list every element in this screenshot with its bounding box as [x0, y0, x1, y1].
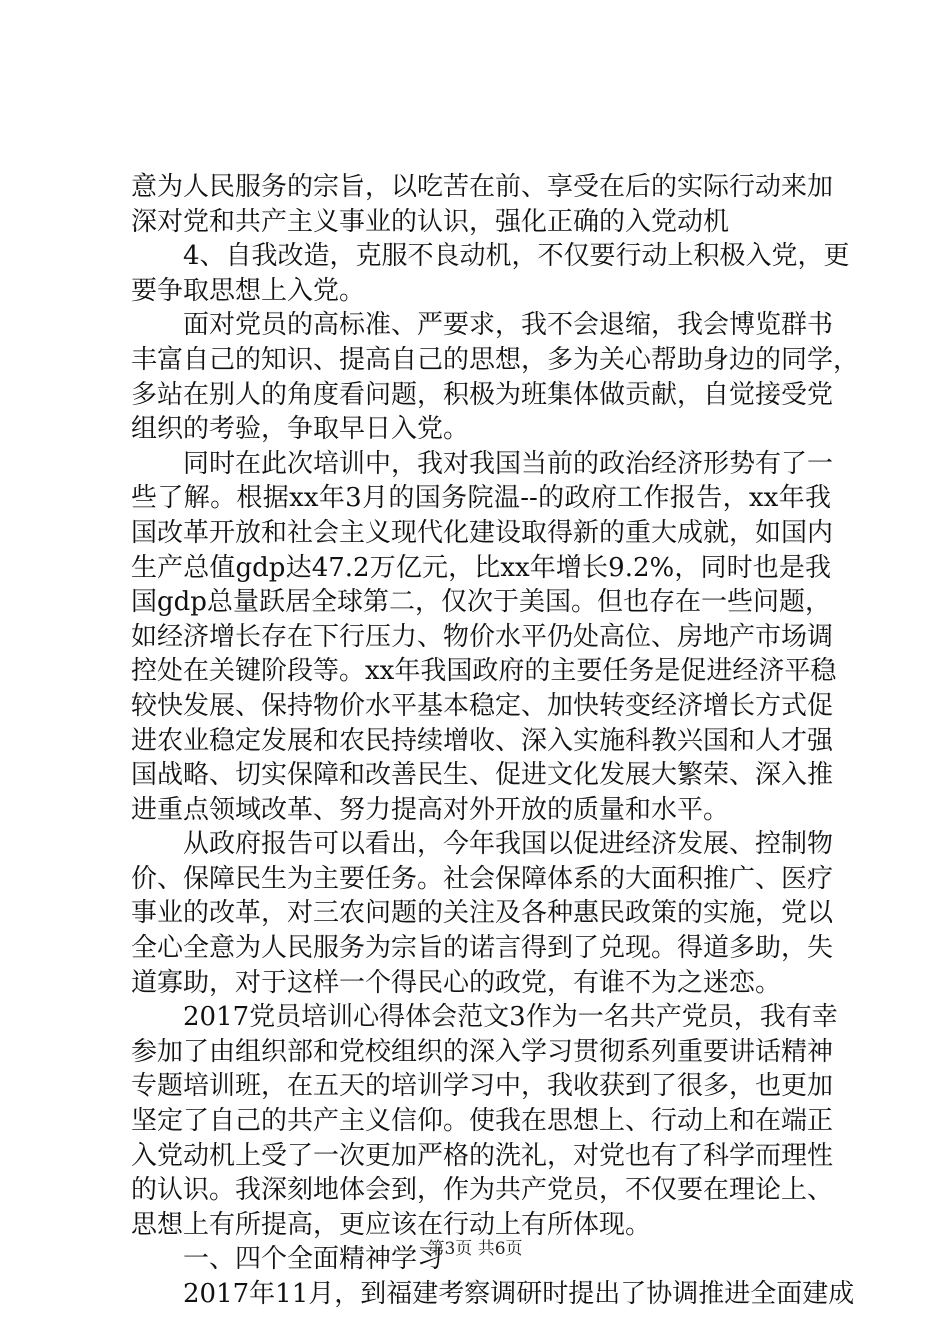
- text-line: 坚定了自己的共产主义信仰。使我在思想上、行动上和在端正: [131, 1106, 834, 1137]
- text-line: 国改革开放和社会主义现代化建设取得新的重大成就，如国内: [131, 517, 834, 548]
- text-line: 思想上有所提高，更应该在行动上有所体现。: [131, 1209, 652, 1240]
- text-line: 深对党和共产主义事业的认识，强化正确的入党动机: [131, 206, 730, 237]
- page-number-footer: 第3页 共6页: [427, 1239, 523, 1259]
- text-line: 多站在别人的角度看问题，积极为班集体做贡献，自觉接受党: [131, 379, 834, 410]
- text-line: 同时在此次培训中，我对我国当前的政治经济形势有了一: [131, 448, 834, 479]
- text-line: 要争取思想上入党。: [131, 275, 366, 306]
- text-line: 价、保障民生为主要任务。社会保障体系的大面积推广、医疗: [131, 863, 834, 894]
- text-line: 组织的考验，争取早日入党。: [131, 414, 470, 445]
- text-line: 专题培训班，在五天的培训学习中，我收获到了很多，也更加: [131, 1071, 834, 1102]
- text-line: 4、自我改造，克服不良动机，不仅要行动上积极入党，更: [131, 241, 850, 272]
- text-line: 国战略、切实保障和改善民生、促进文化发展大繁荣、深入推: [131, 760, 834, 791]
- text-line: 进重点领域改革、努力提高对外开放的质量和水平。: [131, 794, 730, 825]
- text-line: 道寡助，对于这样一个得民心的政党，有谁不为之迷恋。: [131, 967, 782, 998]
- text-line: 入党动机上受了一次更加严格的洗礼，对党也有了科学而理性: [131, 1140, 834, 1171]
- text-line: 丰富自己的知识、提高自己的思想，多为关心帮助身边的同学，: [131, 344, 860, 375]
- text-line: 些了解。根据xx年3月的国务院温--的政府工作报告，xx年我: [131, 483, 831, 514]
- text-line: 意为人民服务的宗旨，以吃苦在前、享受在后的实际行动来加: [131, 172, 834, 202]
- text-line: 进农业稳定发展和农民持续增收、深入实施科教兴国和人才强: [131, 725, 834, 756]
- text-line: 如经济增长存在下行压力、物价水平仍处高位、房地产市场调: [131, 621, 834, 652]
- section-heading: 一、四个全面精神学习: [131, 1244, 444, 1275]
- text-line: 2017年11月，到福建考察调研时提出了协调推进全面建成: [131, 1279, 855, 1309]
- text-line: 生产总值gdp达47.2万亿元，比xx年增长9.2%，同时也是我: [131, 552, 831, 583]
- body-text: [131, 170, 860, 1312]
- text-line: 从政府报告可以看出，今年我国以促进经济发展、控制物: [131, 829, 834, 860]
- text-line: 国gdp总量跃居全球第二，仅次于美国。但也存在一些问题，: [131, 587, 831, 618]
- text-line: 参加了由组织部和党校组织的深入学习贯彻系列重要讲话精神: [131, 1036, 834, 1067]
- text-line: 面对党员的高标准、严要求，我不会退缩，我会博览群书: [131, 310, 834, 341]
- text-line: 较快发展、保持物价水平基本稳定、加快转变经济增长方式促: [131, 690, 834, 721]
- text-line: 2017党员培训心得体会范文3作为一名共产党员，我有幸: [131, 1002, 838, 1033]
- text-line: 的认识。我深刻地体会到，作为共产党员，不仅要在理论上、: [131, 1175, 834, 1206]
- text-line: 全心全意为人民服务为宗旨的诺言得到了兑现。得道多助，失: [131, 933, 834, 964]
- text-line: 事业的改革，对三农问题的关注及各种惠民政策的实施，党以: [131, 898, 834, 929]
- text-line: 控处在关键阶段等。xx年我国政府的主要任务是促进经济平稳: [131, 656, 837, 687]
